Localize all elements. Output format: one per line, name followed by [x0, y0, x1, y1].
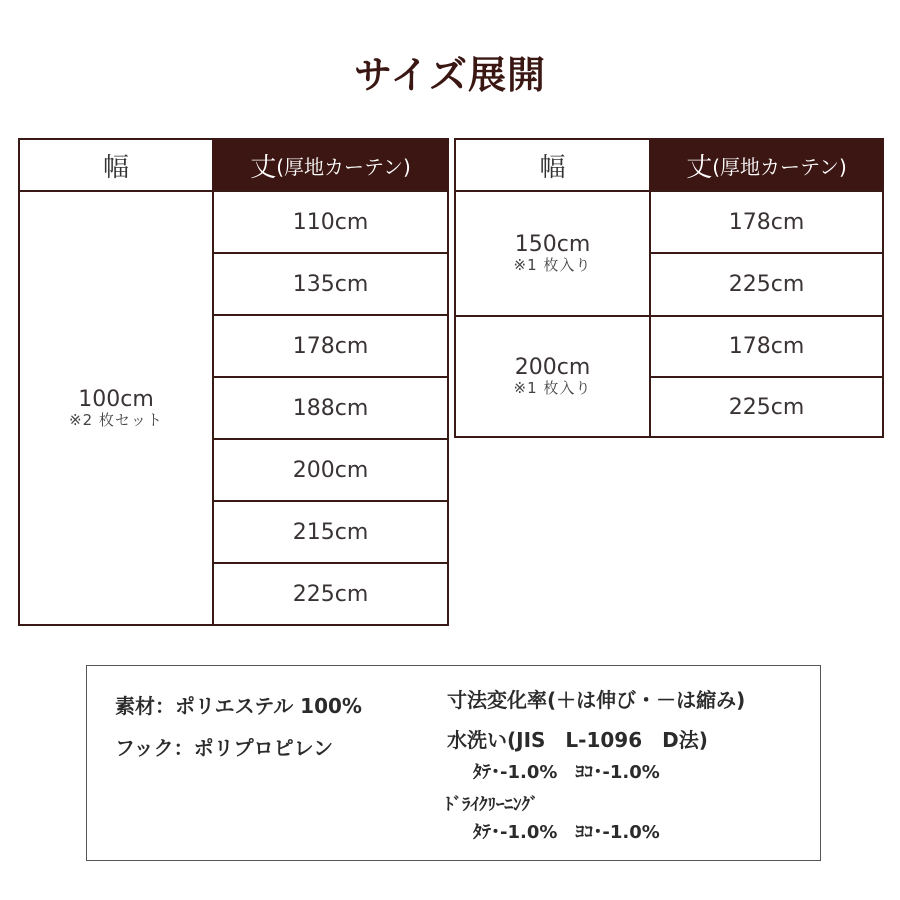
width-value: 100cm: [78, 386, 154, 412]
material-info-box: [86, 665, 821, 861]
length-cell: 225cm: [649, 252, 884, 317]
width-header: 幅: [18, 138, 214, 192]
width-cell-100: [18, 190, 214, 626]
width-value: 200cm: [514, 355, 591, 381]
page-title: サイズ展開: [354, 53, 546, 97]
length-header-sub: (厚地カーテン): [712, 154, 847, 179]
material-text: 素材：ポリエステル 100%: [115, 694, 362, 718]
length-cell: 200cm: [212, 438, 449, 502]
width-header: 幅: [454, 138, 651, 192]
length-header: [649, 138, 884, 192]
wash-values: ﾀﾃ･-1.0% ﾖｺ･-1.0%: [473, 762, 660, 783]
length-header-sub: (厚地カーテン): [276, 154, 411, 179]
shrink-rate-title: 寸法変化率(＋は伸び・－は縮み): [447, 688, 746, 712]
length-cell: 215cm: [212, 500, 449, 564]
length-cell: 178cm: [649, 315, 884, 378]
width-cell-150: [454, 190, 651, 317]
wash-title: 水洗い(JIS L-1096 D法): [447, 728, 708, 752]
length-cell: 225cm: [212, 562, 449, 626]
hook-text: フック：ポリプロピレン: [115, 736, 334, 760]
length-cell: 135cm: [212, 252, 449, 316]
width-cell-200: [454, 315, 651, 438]
dry-cleaning-title: ﾄﾞﾗｲｸﾘｰﾆﾝｸﾞ: [445, 795, 539, 815]
length-cell: 110cm: [212, 190, 449, 254]
length-header-main: 丈: [686, 152, 713, 183]
length-header-main: 丈: [250, 152, 277, 183]
length-cell: 225cm: [649, 376, 884, 438]
width-note: ※1 枚入り: [513, 256, 592, 275]
width-value: 150cm: [514, 232, 591, 258]
length-cell: 178cm: [649, 190, 884, 254]
width-note: ※2 枚セット: [69, 410, 163, 429]
length-cell: 178cm: [212, 314, 449, 378]
length-cell: 188cm: [212, 376, 449, 440]
length-header: [212, 138, 449, 192]
dry-cleaning-values: ﾀﾃ･-1.0% ﾖｺ･-1.0%: [473, 822, 660, 843]
width-note: ※1 枚入り: [513, 379, 592, 398]
